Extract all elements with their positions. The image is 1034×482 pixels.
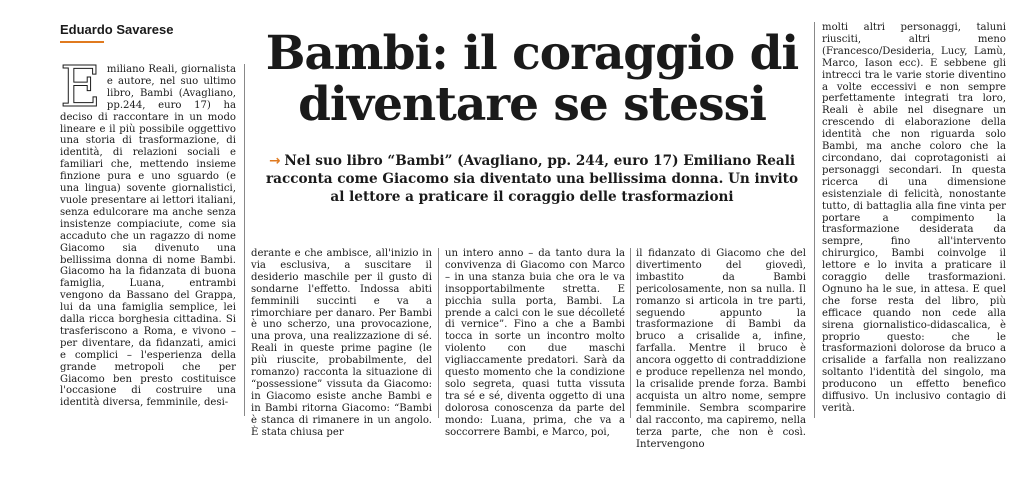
drop-cap: E [60,55,101,120]
article-column-3: un intero anno – da tanto dura la convivenza di Giacomo con Marco – in una stanza buia che ora le va insopportabilmente stretta. E picchia sulla porta, Bambi. La prende a calci con le sue décolleté di vernice”. Fino a che a Bambi tocca in sorte un incontro molto violento con due maschi vigliaccamente predatori. Sarà da questo momento che la condizione solo segreta, quasi tutta vissuta tra sé e sé, diventa oggetto di una dolorosa conoscenza da parte del mondo: Luana, prima, che va a soccorrere Bambi, e Marco, poi, [445,248,625,438]
column-divider [630,248,631,418]
column-divider [438,248,439,418]
article-column-4: il fidanzato di Giacomo che del divertimento del giovedì, imbastito da Bambi pericolosamente, non sa nulla. Il romanzo si articola in tre parti, seguendo appunto la trasformazione di Bambi da bruco a crisalide a, infine, farfalla. Mentre il bruco è ancora oggetto di contraddizione e produce repellenza nel mondo, la crisalide prende forza. Bambi acquista un altro nome, sempre femminile. Sembra scomparire dal racconto, ma capiremo, nella terza parte, che non è così. Intervengono [636,248,806,450]
subheadline [258,152,806,206]
arrow-right-icon: → [268,153,281,169]
subheadline-text: Nel suo libro “Bambi” (Avagliano, pp. 244, euro 17) Emiliano Reali racconta come Giacomo sia diventato una bellissima donna. Un invito al lettore a praticare il coraggio delle trasformazioni [265,153,799,205]
article-column-2: derante e che ambisce, all'inizio in via esclusiva, a suscitare il desiderio maschile per il gusto di sondarne l'effetto. Indossa abiti femminili succinti e va a rimorchiare per danaro. Per Bambi è uno scherzo, una provocazione, una prova, una realizzazione di sé. Reali in queste prime pagine (le più riuscite, probabilmente, del romanzo) racconta la situazione di “possessione” vissuta da Giacomo: in Giacomo esiste anche Bambi e in Bambi ritorna Giacomo: “Bambi è stanca di rimanere in un angolo. È stata chiusa per [251,248,432,438]
column-divider [244,64,245,416]
headline: Bambi: il coraggio di diventare se stessi [265,26,799,132]
article-column-1 [60,55,236,416]
article-column-5: molti altri personaggi, taluni riusciti, altri meno (Francesco/Desideria, Lucy, Lamù, Marco, Iason ecc). E sebbene gli intrecci tra le varie storie diventino a volte eccessivi e non sempre perfettamente integrati tra loro, Reali è abile nel disegnare un crescendo di elaborazione della identità che non riguarda solo Bambi, ma anche coloro che la circondano, dai coprotagonisti ai personaggi secondari. In questa ricerca di una dimensione esistenziale di felicità, nonostante tutto, di battaglia alla fine vinta per portare a compimento la trasformazione desiderata da sempre, fino all'intervento chirurgico, Bambi coinvolge il lettore e lo invita a praticare il coraggio delle trasformazioni. Ognuno ha le sue, in attesa. E quel che forse resta del libro, più efficace quando non cede alla sirena giornalistico-didascalica, è proprio questo: che le trasformazioni dolorose da bruco a crisalide a farfalla non realizzano soltanto l'identità del singolo, ma producono un effetto benefico diffusivo. Un inclusivo contagio di verità. [822,22,1006,414]
author-byline: Eduardo Savarese [60,22,174,37]
column-1-text: miliano Reali, giornalista e autore, nel suo ultimo libro, Bambi (Avagliano, pp.244, euro 17) ha deciso di raccontare in un modo lineare e il più possibile oggettivo una storia di trasformazione, di identità, di relazioni sociali e familiari che, mettendo insieme finzione pura e uno sguardo (e una lingua) sovente giornalistici, vuole presentare ai lettori italiani, senza edulcorare ma anche senza insistenze compiaciute, come sia accaduto che un ragazzo di nome Giacomo sia divenuto una bellissima donna di nome Bambi. Giacomo ha la fidanzata di buona famiglia, Luana, entrambi vengono da Bassano del Grappa, lui da una famiglia semplice, lei dalla ricca borghesia cittadina. Si trasferiscono a Roma, e vivono – per diventare, da fidanzati, amici e complici – l'esperienza della grande metropoli che per Giacomo ben presto costituisce l'occasione di costruire una identità diversa, femminile, desi- [60,64,236,409]
column-divider [814,22,815,418]
byline-rule [60,41,104,43]
